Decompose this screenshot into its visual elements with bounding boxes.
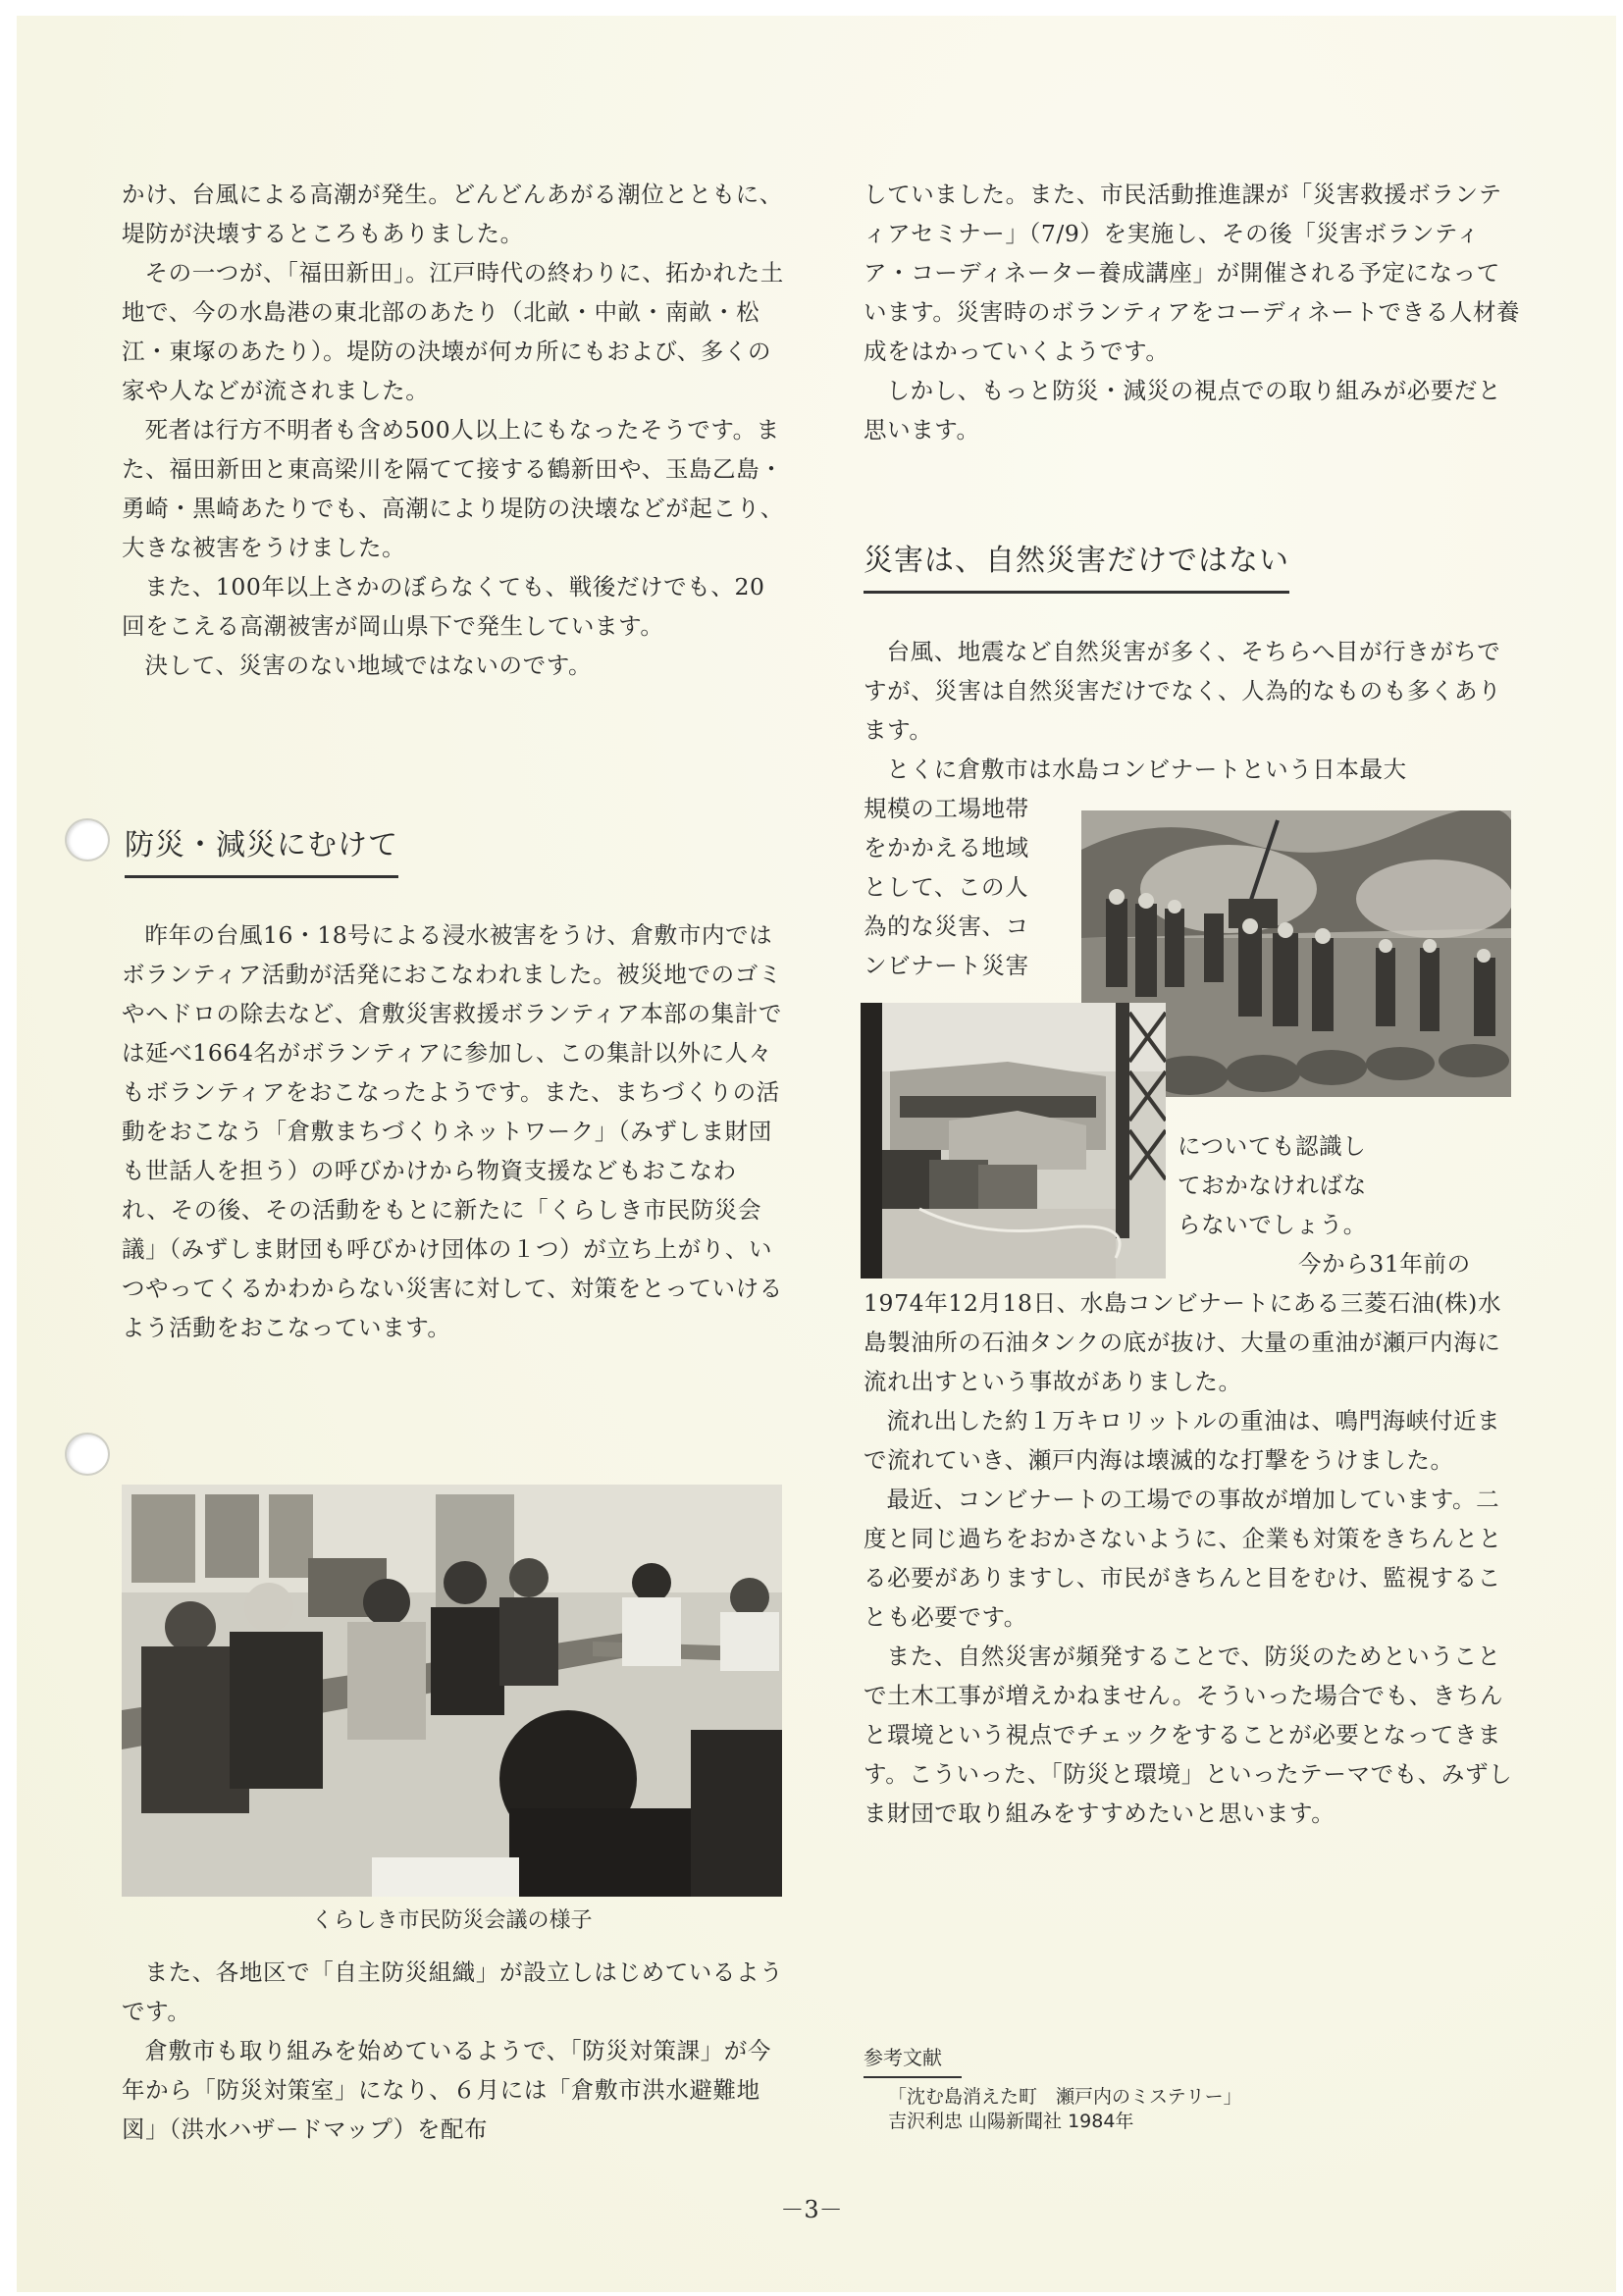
text-line: についても認識し: [1178, 1132, 1367, 1160]
paragraph: 最近、コンビナートの工場での事故が増加しています。二度と同じ過ちをおかさないように、企業も対策をきちんととる必要がありますし、市民がきちんと目をむけ、監視することも必要です。: [864, 1486, 1502, 1631]
right-section-text: [864, 632, 1521, 789]
paragraph: しかし、もっと防災・減災の視点での取り組みが必要だと思います。: [864, 377, 1502, 444]
meeting-photo: [122, 1485, 782, 1897]
meeting-photo-caption: くらしき市民防災会議の様子: [311, 1908, 593, 1933]
page-number: －3－: [780, 2196, 843, 2223]
right-intro-text: [864, 175, 1521, 449]
text-line: 今から31年前の: [1298, 1250, 1471, 1278]
refinery-photo-image: [861, 1003, 1166, 1278]
paragraph: その一つが、「福田新田」。江戸時代の終わりに、拓かれた土地で、今の水島港の東北部のあたり（北畝・中畝・南畝・松江・東塚のあたり）。堤防の決壊が何カ所にもおよび、多くの家や人などが流されました。: [122, 259, 784, 404]
paragraph: 台風、地震など自然災害が多く、そちらへ目が行きがちですが、災害は自然災害だけでなく、人為的なものも多くあります。: [864, 638, 1502, 744]
paragraph: していました。また、市民活動推進課が「災害救援ボランティアセミナー」（7/9）を実施し、その後「災害ボランティア・コーディネーター養成講座」が開催される予定になっています。災害時のボランティアをコーディネートできる人材養成をはかっていくようです。: [864, 181, 1521, 365]
paragraph: 死者は行方不明者も含め500人以上にもなったそうです。また、福田新田と東高梁川を隔てて接する鶴新田や、玉島乙島・勇崎・黒崎あたりでも、高潮により堤防の決壊などが起こり、大きな被害をうけました。: [122, 416, 784, 561]
left-after-photo-text: [122, 1953, 785, 2149]
paragraph: 流れ出した約１万キロリットルの重油は、鳴門海峡付近まで流れていき、瀬戸内海は壊滅的な打撃をうけました。: [864, 1407, 1501, 1474]
text-line: 為的な災害、コ: [864, 913, 1029, 940]
paragraph: また、100年以上さかのぼらなくても、戦後だけでも、20回をこえる高潮被害が岡山県下で発生しています。: [122, 573, 765, 640]
text-line: 規模の工場地帯: [864, 795, 1029, 822]
paragraph: とくに倉敷市は水島コンビナートという日本最大: [886, 756, 1407, 783]
references-title: 参考文献: [864, 2042, 962, 2078]
left-section-text: [122, 915, 785, 1347]
punch-hole-bottom: [65, 1433, 110, 1476]
text-line: をかかえる地域: [864, 834, 1029, 861]
left-intro-text: [122, 175, 785, 685]
paragraph: 1974年12月18日、水島コンビナートにある三菱石油(株)水島製油所の石油タンクの底が抜け、大量の重油が瀬戸内海に流れ出すという事故がありました。: [864, 1289, 1502, 1395]
paragraph: 昨年の台風16・18号による浸水被害をうけ、倉敷市内ではボランティア活動が活発におこなわれました。被災地でのゴミやヘドロの除去など、倉敷災害救援ボランティア本部の集計では延べ1664名がボランティアに参加し、この集計以外に人々もボランティアをおこなったようです。また、まちづくりの活動をおこなう「倉敷まちづくりネットワーク」（みずしま財団も世話人を担う）の呼びかけから物資支援などもおこなわれ、その後、その活動をもとに新たに「くらしき市民防災会議」（みずしま財団も呼びかけ団体の１つ）が立ち上がり、いつやってくるかわからない災害に対して、対策をとっていけるよう活動をおこなっています。: [122, 921, 783, 1341]
text-line: ておかなければな: [1178, 1172, 1367, 1199]
meeting-photo-image: [122, 1485, 782, 1897]
right-after-photo-text: [864, 1283, 1521, 1833]
section-heading-bousai: 防災・減災にむけて: [125, 826, 398, 878]
paragraph: かけ、台風による高潮が発生。どんどんあがる潮位とともに、堤防が決壊するところもありました。: [122, 181, 783, 247]
text-line: として、この人: [864, 873, 1029, 901]
section-heading-jinsai: 災害は、自然災害だけではない: [864, 542, 1289, 594]
references-list: [888, 2085, 1242, 2134]
reference-line: 吉沢利忠 山陽新聞社 1984年: [888, 2111, 1134, 2132]
refinery-photo: [861, 1003, 1166, 1278]
paragraph: また、自然災害が頻発することで、防災のためということで土木工事が増えかねません。そういった場合でも、きちんと環境という視点でチェックをすることが必要となってきます。こういった、「防災と環境」といったテーマでも、みずしま財団で取り組みをすすめたいと思います。: [864, 1643, 1513, 1827]
punch-hole-top: [65, 818, 110, 861]
paragraph: また、各地区で「自主防災組織」が設立しはじめているようです。: [122, 1958, 784, 2025]
text-line: らないでしょう。: [1178, 1211, 1367, 1238]
reference-line: 「沈む島消えた町 瀬戸内のミステリー」: [888, 2086, 1242, 2108]
paragraph: 決して、災害のない地域ではないのです。: [144, 652, 593, 679]
text-line: ンビナート災害: [864, 952, 1029, 979]
paragraph: 倉敷市も取り組みを始めているようで、「防災対策課」が今年から「防災対策室」になり、６月には「倉敷市洪水避難地図」（洪水ハザードマップ）を配布: [122, 2037, 771, 2143]
